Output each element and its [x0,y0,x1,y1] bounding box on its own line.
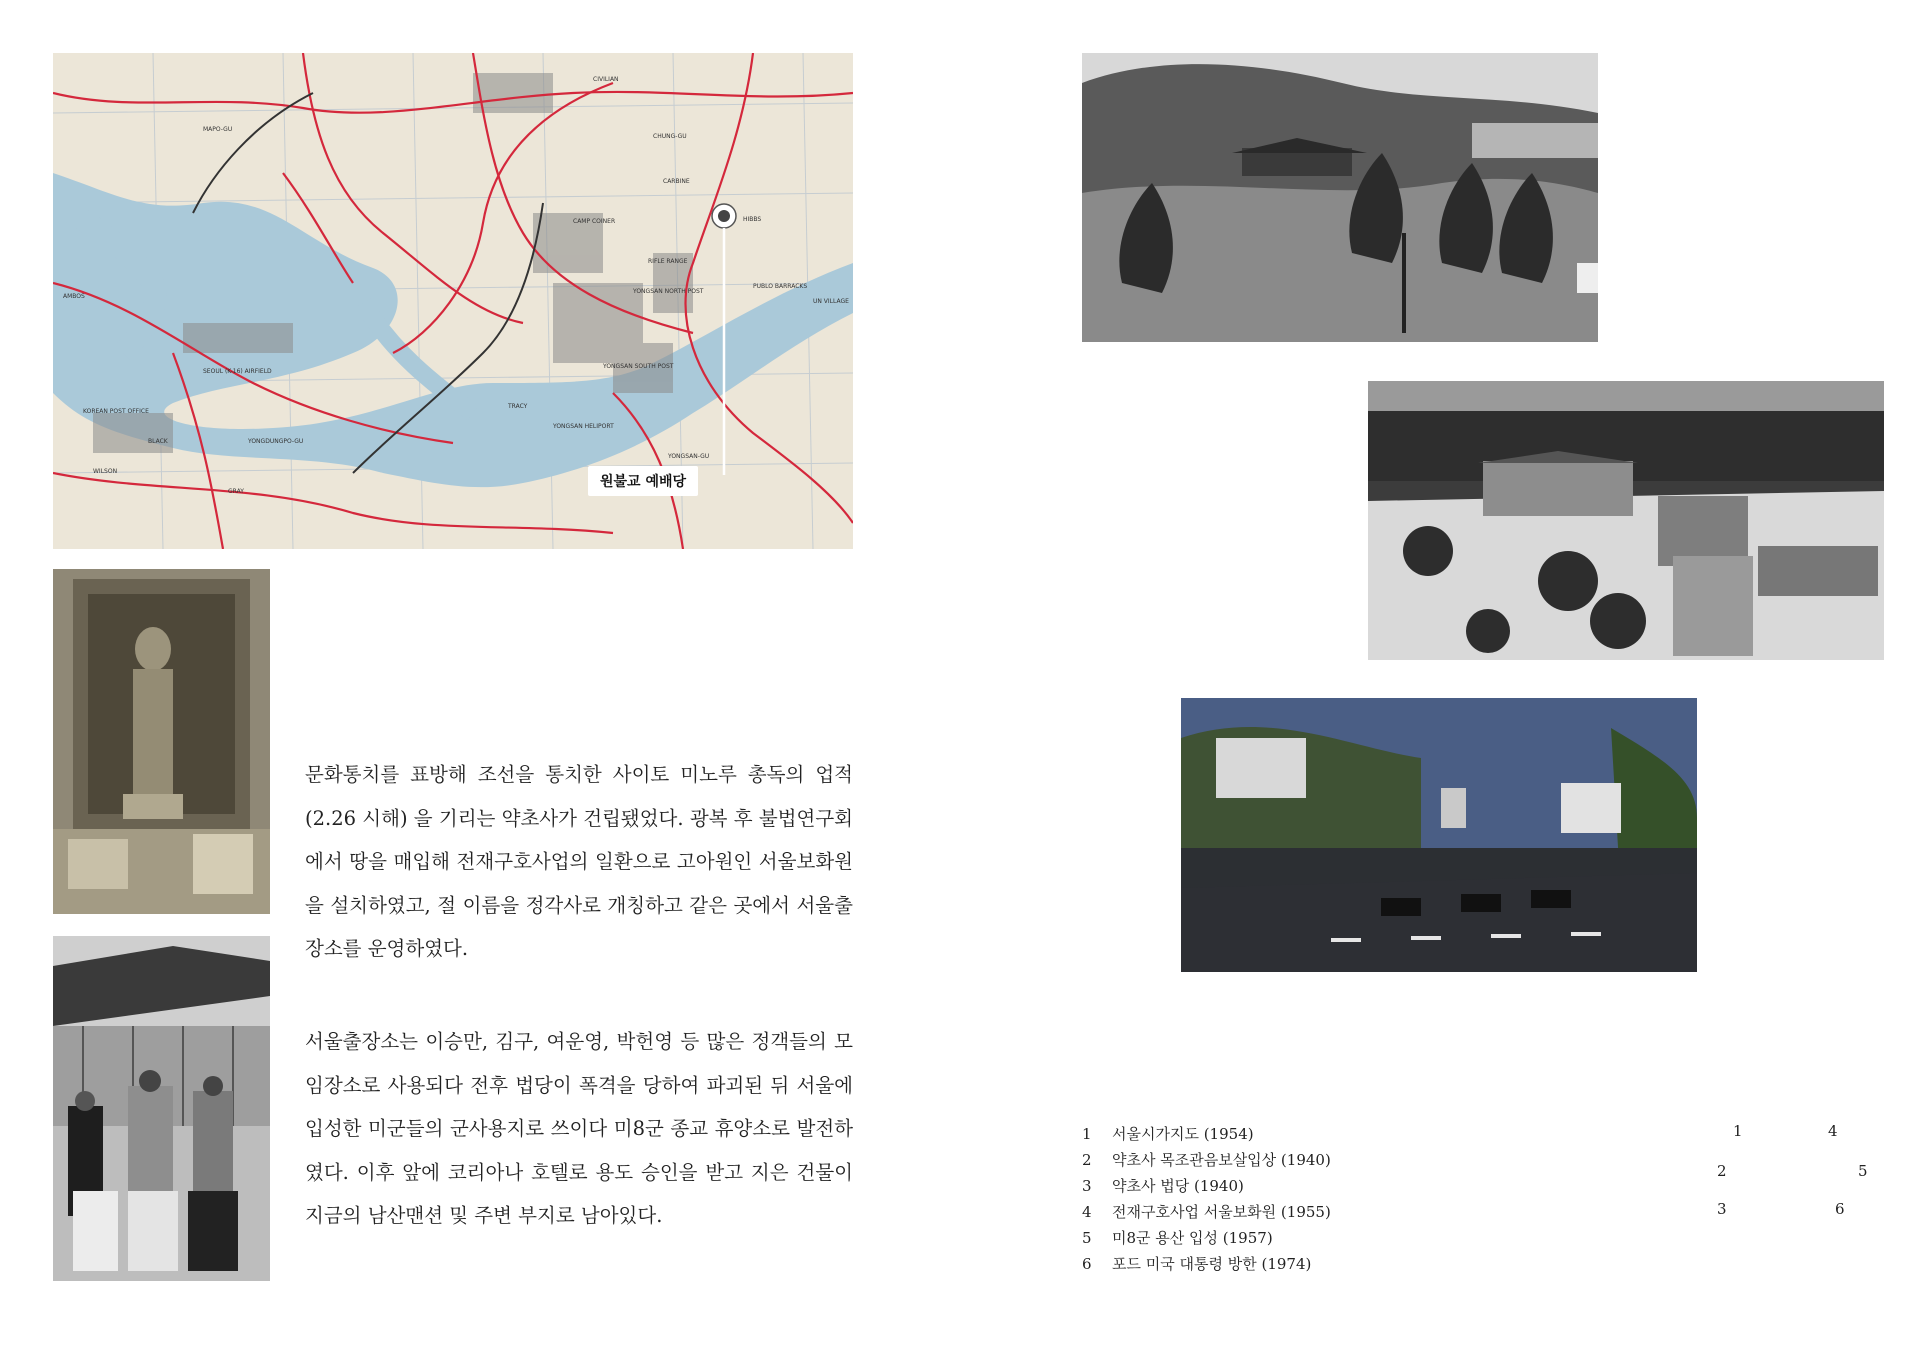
label-mapo: MAPO-GU [203,126,233,133]
caption-item [1082,1225,1602,1251]
caption-item [1082,1121,1602,1147]
legend-number-6: 6 [1835,1200,1845,1218]
label-airfield: SEOUL (K-16) AIRFIELD [203,368,272,375]
legend-number-5: 5 [1858,1162,1868,1180]
caption-item [1082,1251,1602,1277]
label-yongsan-gu: YONGSAN-GU [668,453,710,460]
label-black: BLACK [148,438,168,445]
label-un-village: UN VILLAGE [813,298,849,305]
caption-text: 미8군 용산 입성 (1957) [1112,1229,1273,1247]
legend-number-2: 2 [1717,1162,1727,1180]
label-camp-coiner: CAMP COINER [573,218,616,225]
label-yongsan-north: YONGSAN NORTH POST [633,288,704,295]
legend-number-1: 1 [1733,1122,1743,1140]
label-rifle-range: RIFLE RANGE [648,258,688,265]
legend-number-4: 4 [1828,1122,1838,1140]
caption-item [1082,1173,1602,1199]
caption-number: 1 [1082,1125,1092,1143]
label-carbine: CARBINE [663,178,690,185]
caption-number: 6 [1082,1255,1092,1273]
body-paragraph-1: 문화통치를 표방해 조선을 통치한 사이토 미노루 총독의 업적 (2.26 시해) 을 기리는 약초사가 건립됐었다. 광복 후 불법연구회에서 땅을 매입해 전재구호사업의 일환으로 고아원인 서울보화원을 설치하였고, 절 이름을 정각사로 개칭하고 같은 곳에서 서울출장소를 운영하였다. [305,763,853,960]
caption-number: 2 [1082,1151,1092,1169]
map-pin-label: 원불교 예배당 [588,466,698,496]
temple-hall-group-photo [53,936,270,1281]
label-heliport: YONGSAN HELIPORT [553,423,614,430]
eighth-army-yongsan-photo [1368,381,1884,660]
label-wilson: WILSON [93,468,118,475]
seoul-city-map [53,53,853,549]
caption-text: 약초사 목조관음보살입상 (1940) [1112,1151,1331,1169]
caption-text: 약초사 법당 (1940) [1112,1177,1244,1195]
label-chung: CHUNG-GU [653,133,687,140]
caption-number: 5 [1082,1229,1092,1247]
label-gray: GRAY [228,488,244,495]
label-tracy: TRACY [508,403,528,410]
caption-number: 4 [1082,1203,1092,1221]
body-paragraph-2: 서울출장소는 이승만, 김구, 여운영, 박헌영 등 많은 정객들의 모임장소로 사용되다 전후 법당이 폭격을 당하여 파괴된 뒤 서울에 입성한 미군들의 군사용지로 쓰이다 미8군 종교 휴양소로 발전하였다. 이후 앞에 코리아나 호텔로 용도 승인을 받고 지은 건물이 지금의 남산맨션 및 주변 부지로 남아있다. [305,1030,853,1227]
caption-list [1082,1121,1602,1277]
label-pulo-barracks: PUBLO BARRACKS [753,283,808,290]
ford-visit-photo [1181,698,1697,972]
label-yongdungpo: YONGDUNGPO-GU [248,438,304,445]
label-civilian: CIVILIAN [593,76,619,83]
label-ambos: AMBOS [63,293,85,300]
caption-item [1082,1147,1602,1173]
caption-text: 포드 미국 대통령 방한 (1974) [1112,1255,1312,1273]
label-hibbs: HIBBS [743,216,762,223]
wooden-bodhisattva-photo [53,569,270,914]
label-korean-post: KOREAN POST OFFICE [83,408,149,415]
caption-text: 전재구호사업 서울보화원 (1955) [1112,1203,1331,1221]
caption-item [1082,1199,1602,1225]
caption-text: 서울시가지도 (1954) [1112,1125,1254,1143]
caption-number: 3 [1082,1177,1092,1195]
seoul-bohwawon-photo [1082,53,1598,342]
label-yongsan-south: YONGSAN SOUTH POST [603,363,674,370]
legend-number-3: 3 [1717,1200,1727,1218]
